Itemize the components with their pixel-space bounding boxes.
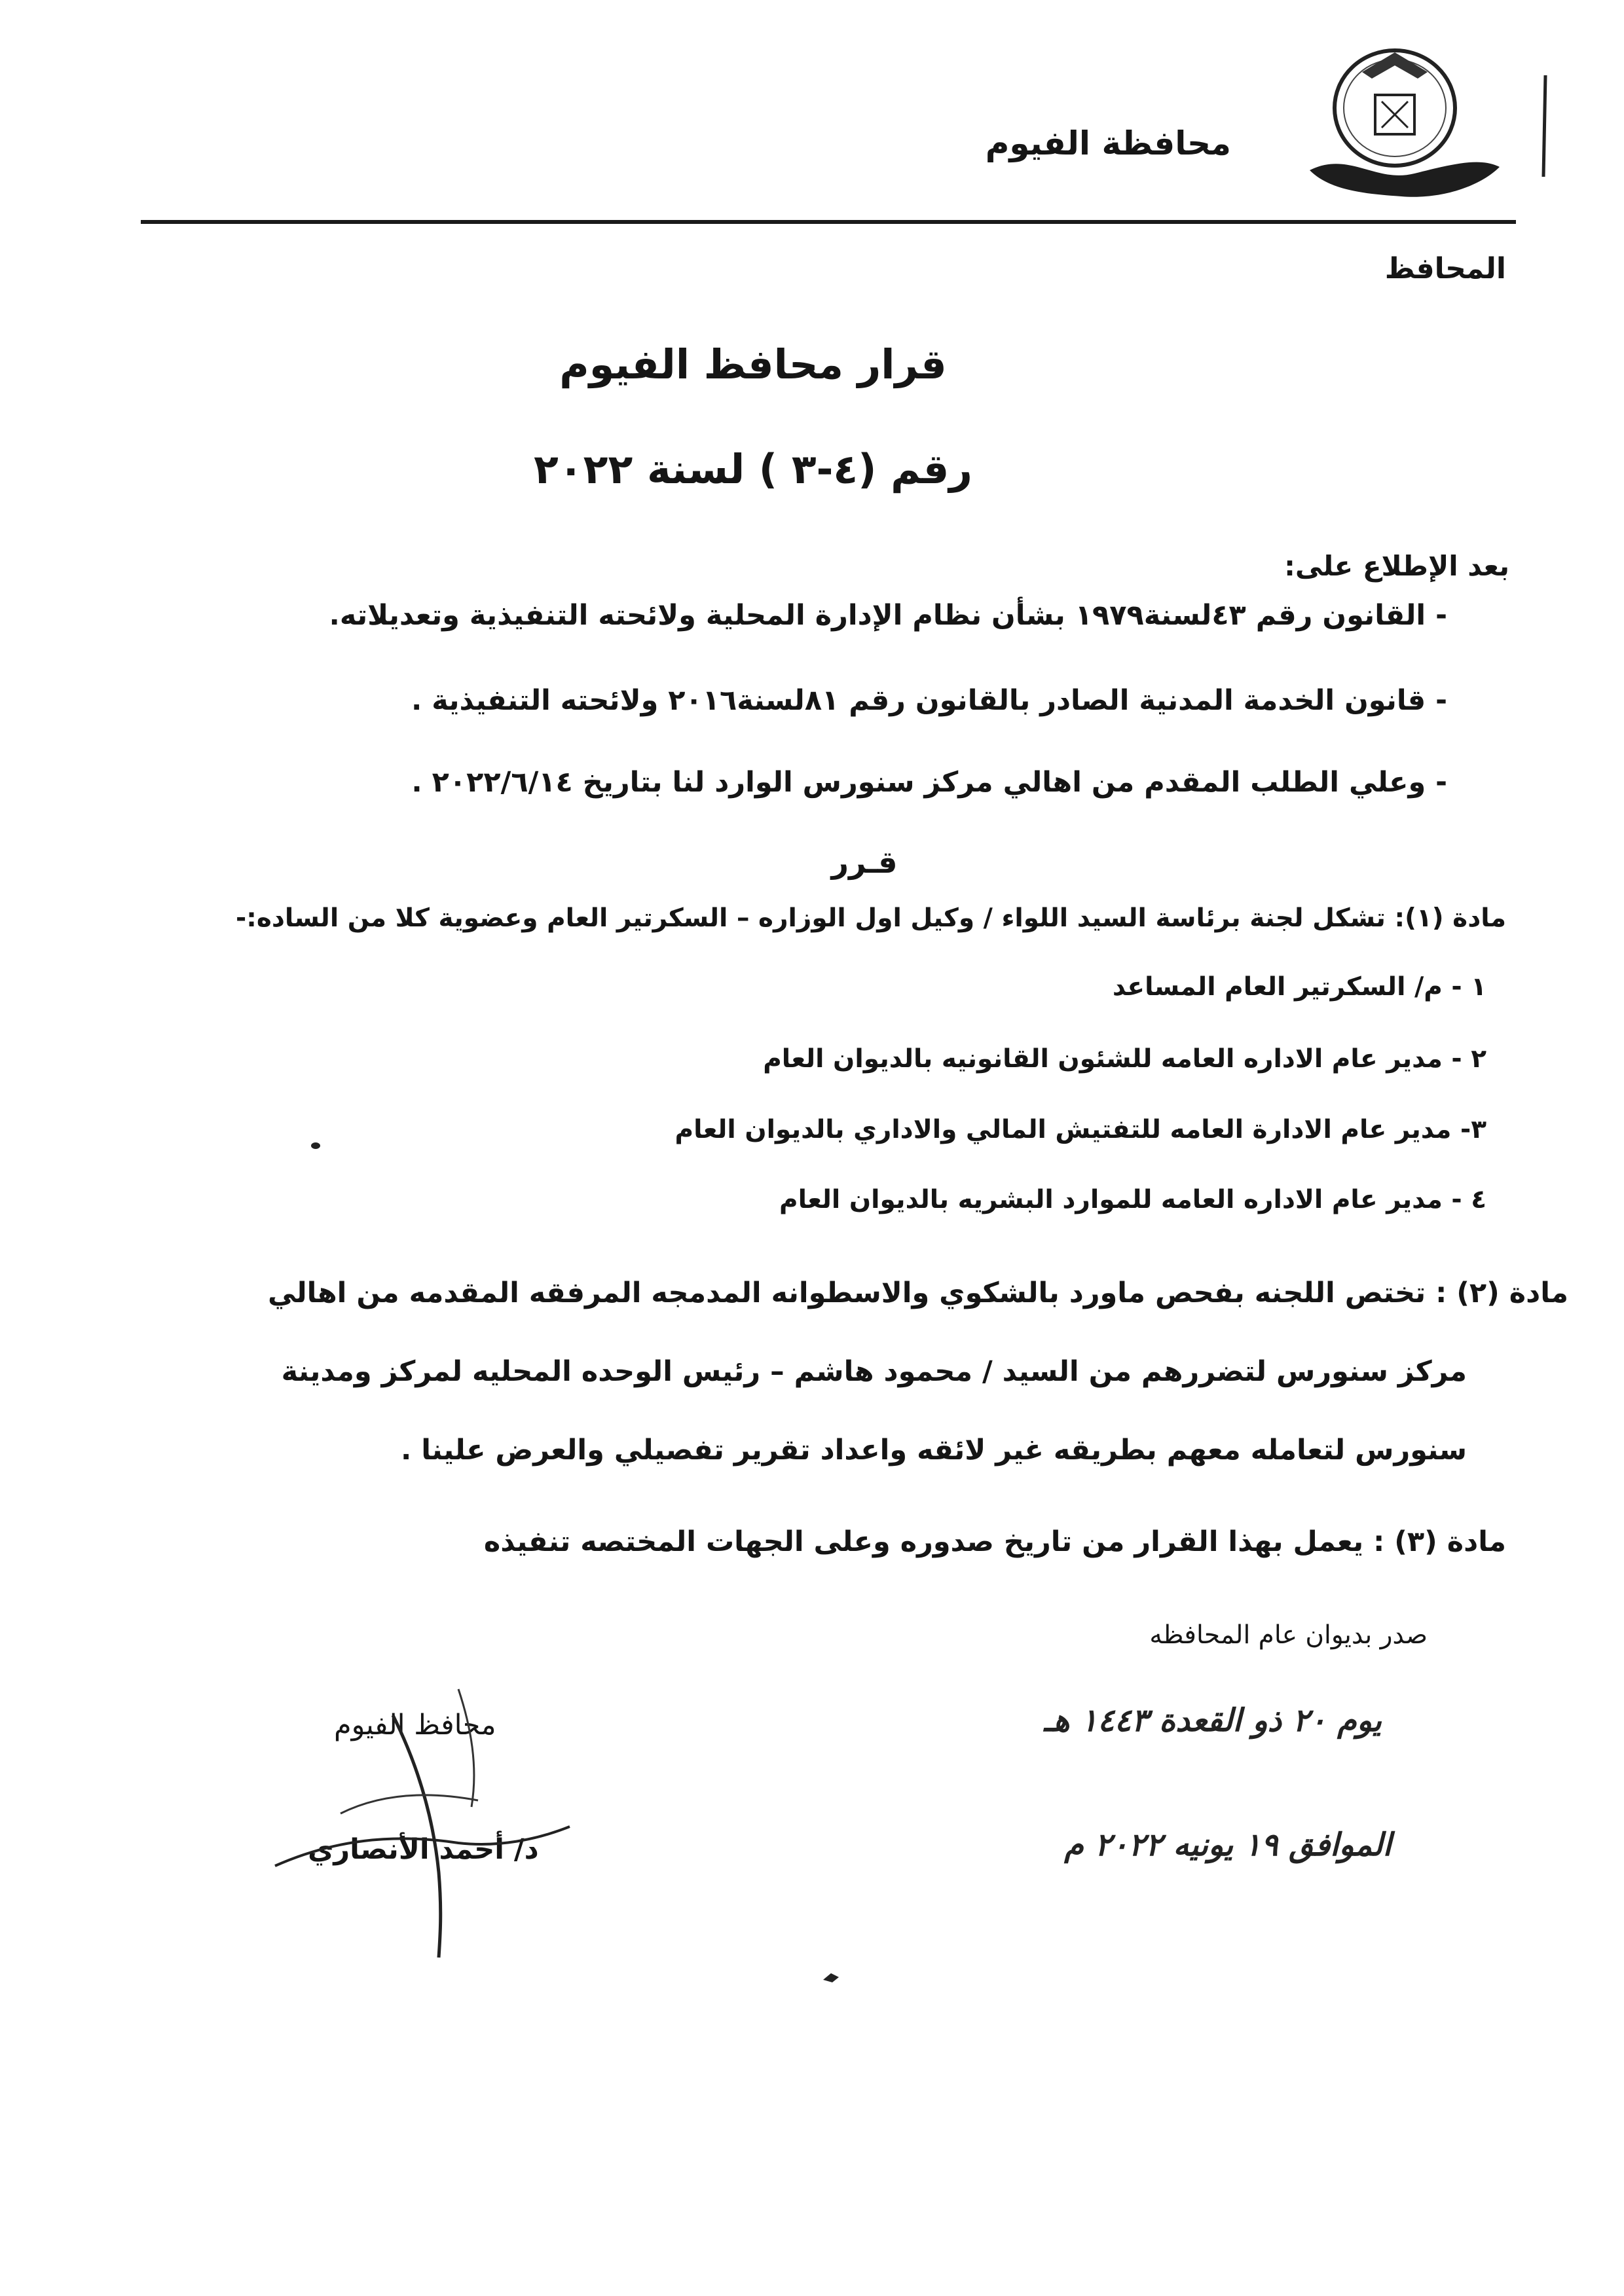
decision-title: قرار محافظ الفيوم <box>559 340 947 388</box>
hijri-date: يوم ٢٠ ذو القعدة ١٤٤٣ هـ <box>1044 1702 1382 1739</box>
margin-mark <box>1536 72 1555 183</box>
preamble-item: - القانون رقم ٤٣لسنة١٩٧٩ بشأن نظام الإدارة المحلية ولائحته التنفيذية وتعديلاته. <box>329 599 1447 632</box>
office-label: المحافظ <box>1384 252 1506 285</box>
article-2-line: مادة (٢) : تختص اللجنه بفحص ماورد بالشكوي والاسطوانه المدمجه المرفقه المقدمه من اهالي <box>268 1277 1568 1309</box>
decides-heading: قـرر <box>831 845 898 880</box>
article-2-line: سنورس لتعامله معهم بطريقه غير لائقه واعداد تقرير تفصيلي والعرض علينا . <box>400 1434 1467 1467</box>
preamble-item: - قانون الخدمة المدنية الصادر بالقانون رقم ٨١لسنة٢٠١٦ ولائحته التنفيذية . <box>411 684 1447 717</box>
preamble-item: - وعلي الطلب المقدم من اهالي مركز سنورس الوارد لنا بتاريخ ٢٠٢٢/٦/١٤ . <box>411 766 1447 799</box>
committee-member: ٣- مدير عام الادارة العامه للتفتيش المالي والاداري بالديوان العام <box>674 1115 1486 1144</box>
committee-member: ٤ - مدير عام الاداره العامه للموارد البشريه بالديوان العام <box>779 1185 1486 1214</box>
committee-member: ٢ - مدير عام الاداره العامه للشئون القانونيه بالديوان العام <box>763 1044 1486 1074</box>
governorate-name: محافظة الفيوم <box>985 124 1231 162</box>
stray-mark <box>311 1142 320 1149</box>
gregorian-date: الموافق ١٩ يونيه ٢٠٢٢ م <box>1064 1827 1392 1863</box>
signatory-name: د/ أحمد الأنصاري <box>308 1833 539 1866</box>
committee-member: ١ - م/ السكرتير العام المساعد <box>1112 972 1486 1002</box>
decision-number: رقم (٤-٣ ) لسنة ٢٠٢٢ <box>533 445 972 493</box>
stray-mark <box>822 1971 841 1986</box>
handwritten-signature <box>262 1676 602 1964</box>
header-divider <box>141 220 1516 224</box>
article-2-line: مركز سنورس لتضررهم من السيد / محمود هاشم – رئيس الوحده المحليه لمركز ومدينة <box>281 1355 1467 1388</box>
article-3: مادة (٣) : يعمل بهذا القرار من تاريخ صدوره وعلى الجهات المختصه تنفيذه <box>483 1525 1506 1558</box>
signatory-title: محافظ الفيوم <box>334 1709 496 1741</box>
issued-place: صدر بديوان عام المحافظه <box>1149 1620 1428 1650</box>
governorate-seal-icon <box>1283 33 1506 210</box>
preamble-intro: بعد الإطلاع على: <box>1284 550 1509 582</box>
article-1: مادة (١): تشكل لجنة برئاسة السيد اللواء / وكيل اول الوزاره – السكرتير العام وعضوية كلا من الساده:- <box>236 903 1506 933</box>
